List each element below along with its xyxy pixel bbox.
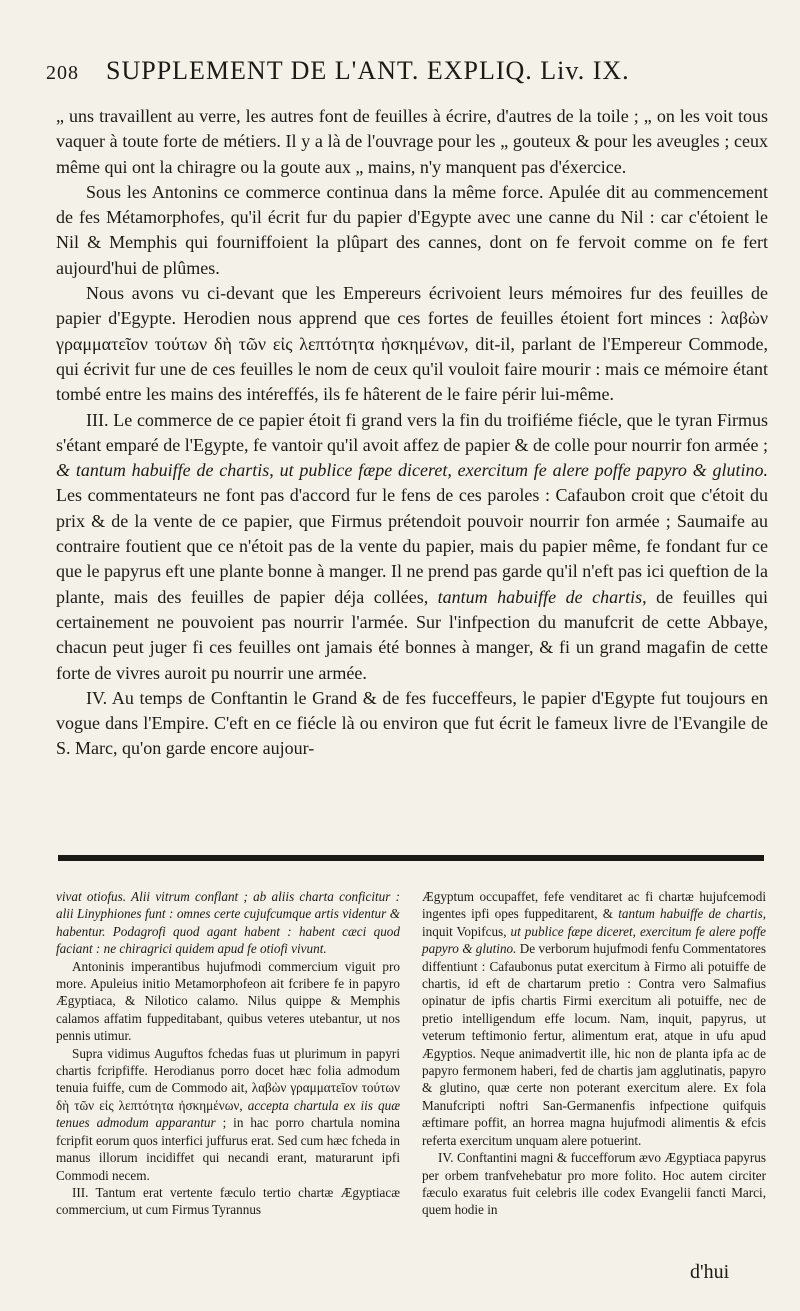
footnote-paragraph: Supra vidimus Auguftos fchedas fuas ut plurimum in papyri chartis fcripfiffe. Herodianus porro docet hæc folia admodum tenuia fuiffe, cum de Commodo ait, λαβὼν γραμματεῖον τούτων δὴ τῶν εἰς λεπτότητα ἠσκημένων, accepta chartula ex iis quæ tenues admodum apparantur ; in hac porro chartula nomina fcripfit eorum quos interfici juffurus erat. Sed cum hæc fcheda in manus illorum incidiffet qui necandi erant, maturarunt ipfi Commodi necem.	[56, 1045, 400, 1183]
main-paragraph: „ uns travaillent au verre, les autres font de feuilles à écrire, d'autres de la toile ; „ on les voit tous vaquer à toute forte de métiers. Il y a là de l'ouvrage pour les „ gouteux & pour les aveugles ; ceux même qui ont la chiragre ou la goute aux „ mains, n'y manquent pas d'éxercice.	[56, 106, 768, 177]
footnote-paragraph: III. Tantum erat vertente fæculo tertio chartæ Ægyptiacæ commercium, ut cum Firmus Tyrannus	[56, 1184, 400, 1218]
footnote-paragraph: IV. Conftantini magni & fuccefforum ævo Ægyptiaca papyrus per orbem tranfvehebatur pro more folito. Hoc autem circiter fæculo exaratus fuit celebris ille codex Evangelii fancti Marci, quem hodie in	[422, 1150, 766, 1218]
footnotes-left-column	[56, 888, 400, 1219]
footnote-paragraph: vivat otiofus. Alii vitrum conflant ; ab aliis charta conficitur : alii Linyphiones funt : omnes certe cujufcumque artis videntur & habentur. Podagrofi quod agant habent : habent cæci quod faciant : ne chiragrici quidem apud fe otiofi vivunt.	[56, 889, 400, 957]
main-paragraph: Sous les Antonins ce commerce continua dans la même force. Apulée dit au commencement de fes Métamorphofes, qu'il écrit fur du papier d'Egypte avec une canne du Nil : car c'étoient le Nil & Memphis qui fourniffoient la plûpart des cannes, dont on fe fervoit comme on fe fert aujourd'hui de plûmes.	[56, 181, 768, 278]
page-number: 208	[46, 62, 79, 84]
main-paragraph: IV. Au temps de Conftantin le Grand & de fes fucceffeurs, le papier d'Egypte fut toujours en vogue dans l'Empire. C'eft en ce fiécle là ou environ que fut écrit le fameux livre de l'Evangile de S. Marc, qu'on garde encore aujour-	[56, 687, 768, 759]
main-text	[56, 104, 768, 762]
catchword: d'hui	[690, 1261, 730, 1283]
running-title: SUPPLEMENT DE L'ANT. EXPLIQ. Liv. IX.	[106, 56, 630, 85]
footnote-divider	[58, 855, 764, 861]
footnotes-right-column	[422, 888, 766, 1219]
main-paragraph: III. Le commerce de ce papier étoit fi grand vers la fin du troifiéme fiécle, que le tyran Firmus s'étant emparé de l'Egypte, fe vantoir qu'il avoit affez de papier & de colle pour nourrir fon armée ; & tantum habuiffe de chartis, ut publice fæpe diceret, exercitum fe alere poffe papyro & glutino. Les commentateurs ne font pas d'accord fur le fens de ces paroles : Cafaubon croit que c'étoit du prix & de la vente de ce papier, que Firmus prétendoit pouvoir nourrir fon armée ; Saumaife au contraire foutient que ce n'étoit pas de la vente du papier, mais du papier même, fe fondant fur ce que le papyrus eft une plante bonne à manger. Il ne prend pas garde qu'il n'eft pas ici queftion de la plante, mais des feuilles de papier déja collées, tantum habuiffe de chartis, de feuilles qui certainement ne pouvoient pas nourrir l'armée. Sur l'infpection du manufcrit de cette Abbaye, chacun peut juger fi ces feuilles ont jamais été bonnes à manger, & fi un grand magafin de cette forte de vivres auroit pu nourrir une armée.	[56, 409, 769, 683]
main-paragraph: Nous avons vu ci-devant que les Empereurs écrivoient leurs mémoires fur des feuilles de papier d'Egypte. Herodien nous apprend que ces fortes de feuilles étoient fort minces : λαβὼν γραμματεῖον τούτων δὴ τῶν εἰς λεπτότητα ἠσκημένων, dit-il, parlant de l'Empereur Commode, qui écrivit fur une de ces feuilles le nom de ceux qu'il vouloit faire mourir : mais ce mémoire étant tombé entre les mains des intéreffés, ils fe hâterent de le faire périr lui-même.	[56, 283, 768, 405]
footnote-paragraph: Ægyptum occupaffet, fefe venditaret ac fi chartæ hujufcemodi ingentes ipfi opes fuppeditarent, & tantum habuiffe de chartis, inquit Vopifcus, ut publice fæpe diceret, exercitum fe alere poffe papyro & glutino. De verborum hujufmodi fenfu Commentatores diffentiunt : Cafaubonus putat exercitum à Firmo ali potuiffe de chartis, id eft de chartarum pretio : Contra vero Salmafius opinatur de ipfis chartis Firmi exercitum ali potuiffe, nec de pretio intelligendum effe locum. Nam, inquit, papyrus, ut veterum teftimonio fertur, alimentum erat, atque in ufu apud Ægyptios. Neque animadvertit ille, hic non de planta ipfa ac de papyro fermonem haberi, fed de chartis jam agglutinatis, papyro & glutino, quæ certe non poterant exercitum alere. Ex fola Manufcripti noftri San-Germanenfis infpectione quifquis æftimare poffit, an horrea magna hujufmodi alimentis & efcis referta exercitum unquam alere potuerint.	[422, 889, 767, 1148]
footnote-paragraph: Antoninis imperantibus hujufmodi commercium viguit pro more. Apuleius initio Metamorphofeon ait fcribere fe in papyro Ægyptiaca, & Nilotico calamo. Nilus quippe & Memphis calamos affatim fuppeditabant, quibus veteres utebantur, ut nos pennis utimur.	[56, 958, 400, 1044]
page-header	[36, 54, 776, 94]
